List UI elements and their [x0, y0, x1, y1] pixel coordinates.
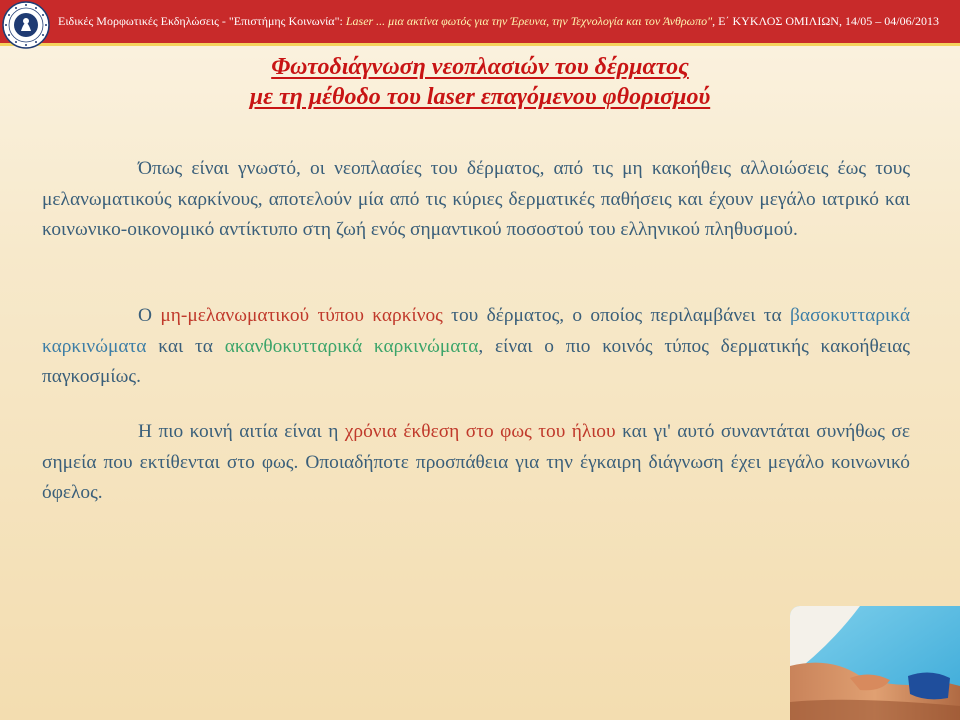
header-prefix: Ειδικές Μορφωτικές Εκδηλώσεις - "Επιστήμης Κοινωνία":	[58, 14, 346, 28]
p2-highlight-nonmelanoma: μη-μελανωματικού τύπου καρκίνος	[160, 305, 443, 326]
university-seal-icon	[2, 1, 50, 49]
title-line-1: Φωτοδιάγνωση νεοπλασιών του δέρματος	[271, 54, 689, 80]
p3-text-a: Η πιο κοινή αιτία είναι η	[138, 421, 345, 442]
paragraph-sun-exposure	[42, 417, 910, 509]
header-suffix: , Ε΄ ΚΥΚΛΟΣ ΟΜΙΛΙΩΝ, 14/05 – 04/06/2013	[712, 14, 939, 28]
p2-text-c: του δέρματος, ο οποίος περιλαμβάνει τα	[442, 305, 791, 326]
p2-highlight-basal-cell: βασοκυτταρικά καρκινώματα	[42, 305, 910, 357]
header-series-title: Laser ... μια ακτίνα φωτός για την Έρευνα, την Τεχνολογία και τον Άνθρωπο"	[345, 14, 713, 28]
title-line-2: με τη μέθοδο του laser επαγόμενου φθορισμού	[249, 84, 711, 110]
p2-text-a: Ο	[138, 305, 161, 326]
paragraph-nonmelanoma	[42, 301, 910, 393]
sunbathing-skin-photo	[790, 606, 960, 720]
page-title	[0, 52, 960, 112]
p2-text-e: και τα	[146, 335, 225, 357]
p2-text-g: , είναι ο πιο κοινός τύπος δερματικής κακοήθειας παγκοσμίως.	[42, 335, 910, 387]
header-event-line	[58, 14, 958, 29]
p2-highlight-squamous-cell: ακανθοκυτταρικά καρκινώματα	[224, 335, 479, 357]
p3-text-c: και γι' αυτό συναντάται συνήθως σε σημεία που εκτίθενται στο φως. Οποιαδήποτε προσπάθεια για την έγκαιρη διάγνωση έχει μεγάλο κοινωνικό όφελος.	[42, 421, 910, 503]
p3-highlight-sun-exposure: χρόνια έκθεση στο φως του ήλιου	[344, 421, 616, 442]
paragraph-intro: Όπως είναι γνωστό, οι νεοπλασίες του δέρματος, από τις μη κακοήθεις αλλοιώσεις έως τους μελανωματικούς καρκίνους, αποτελούν μία από τις κύριες δερματικές παθήσεις και έχουν μεγάλο ιατρικό και κοινωνικο-οικονομικό αντίκτυπο στη ζωή ενός σημαντικού ποσοστού του ελληνικού πληθυσμού.	[42, 158, 910, 240]
